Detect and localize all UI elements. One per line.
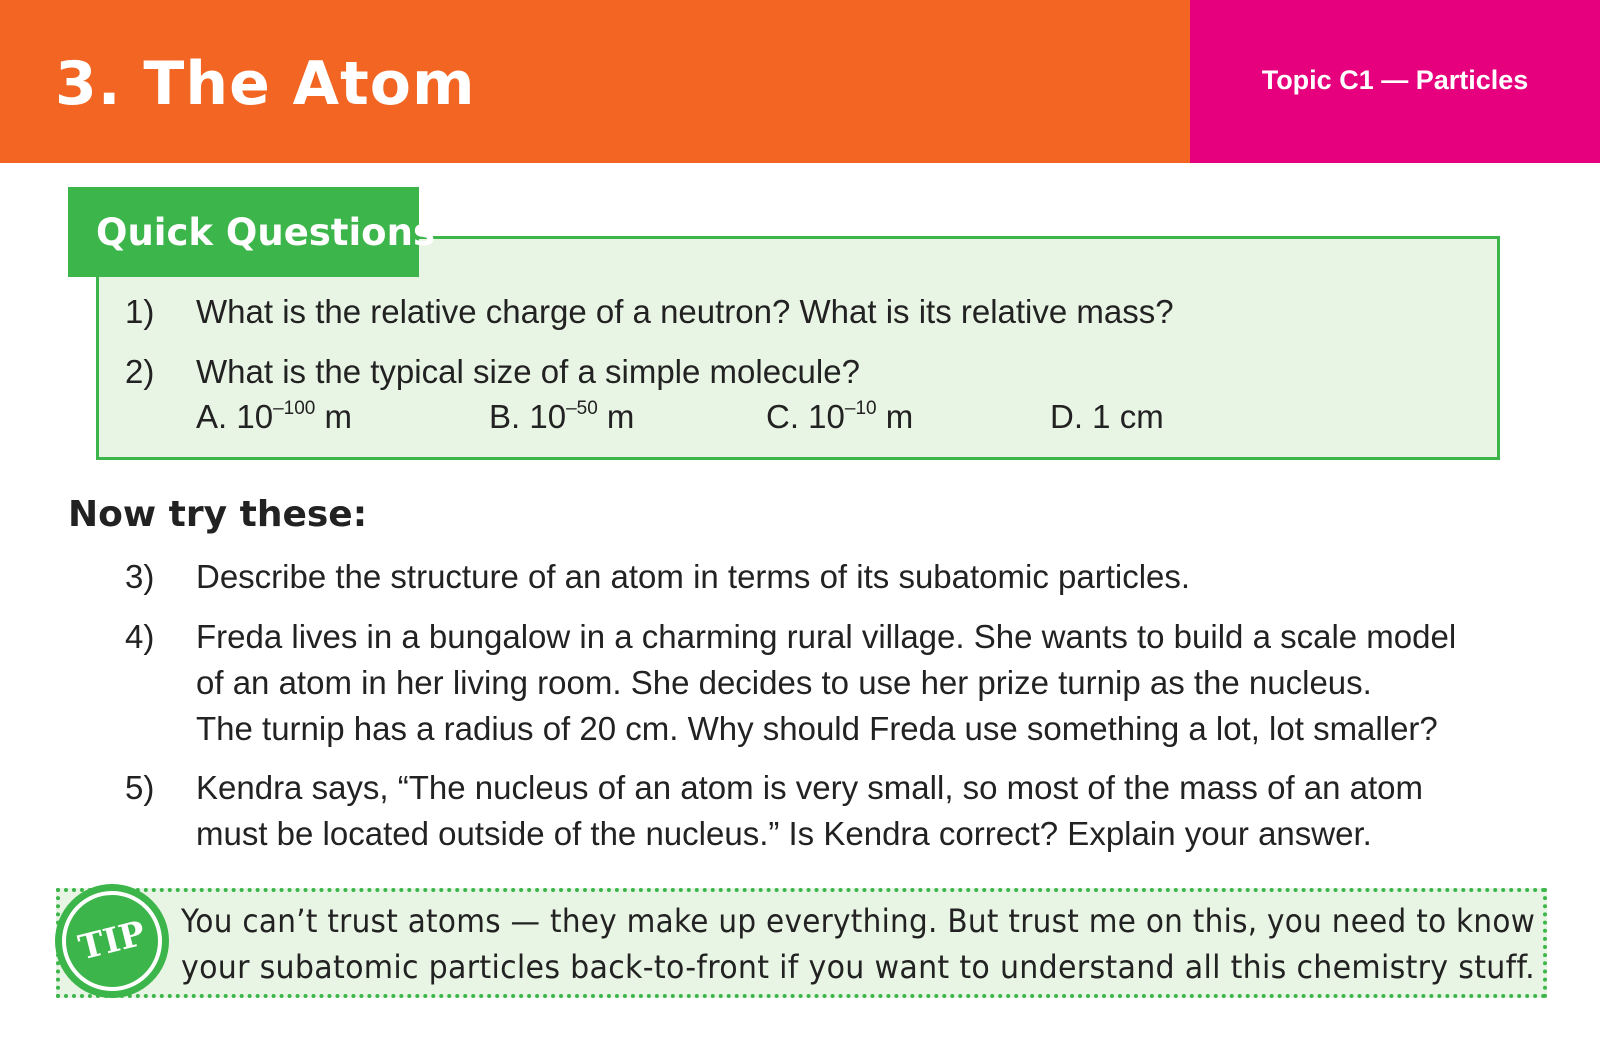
option-exponent: –10 (844, 398, 877, 419)
question-number: 1) (125, 293, 155, 330)
question-number: 3) (125, 558, 155, 595)
question-text: of an atom in her living room. She decides to use her prize turnip as the nucleus. (196, 664, 1372, 701)
question-text: What is the typical size of a simple molecule? (196, 353, 860, 390)
option-prefix: B. 10 (489, 398, 567, 435)
answer-option-c (766, 394, 913, 440)
option-exponent: –100 (273, 398, 316, 419)
tip-badge-label: TIP (74, 913, 150, 969)
topic-label: Topic C1 — Particles (1261, 65, 1529, 95)
option-prefix: A. 10 (196, 398, 274, 435)
question-number: 4) (125, 618, 155, 655)
tip-text: your subatomic particles back-to-front if you want to understand all this chemistry stuff. (181, 948, 1536, 986)
option-prefix: D. 1 cm (1050, 398, 1164, 435)
question-text: Kendra says, “The nucleus of an atom is very small, so most of the mass of an atom (196, 769, 1424, 806)
option-exponent: –50 (566, 398, 598, 419)
quick-questions-heading: Quick Questions (96, 211, 435, 254)
option-unit: m (597, 398, 635, 435)
option-unit: m (315, 398, 353, 435)
answer-option-a (196, 394, 352, 440)
tip-text: You can’t trust atoms — they make up everything. But trust me on this, you need to know (181, 902, 1536, 940)
option-unit: m (876, 398, 914, 435)
question-text: The turnip has a radius of 20 cm. Why should Freda use something a lot, lot smaller? (196, 710, 1438, 747)
question-text: What is the relative charge of a neutron? What is its relative mass? (196, 293, 1174, 330)
question-number: 2) (125, 353, 155, 390)
question-number: 5) (125, 769, 155, 806)
question-text: Describe the structure of an atom in terms of its subatomic particles. (196, 558, 1191, 595)
question-text: Freda lives in a bungalow in a charming rural village. She wants to build a scale model (196, 618, 1457, 655)
option-prefix: C. 10 (766, 398, 845, 435)
answer-option-b (489, 394, 634, 440)
answer-option-d (1050, 394, 1164, 440)
page-title: 3. The Atom (55, 49, 476, 119)
question-text: must be located outside of the nucleus.” Is Kendra correct? Explain your answer. (196, 815, 1372, 852)
now-try-heading: Now try these: (68, 494, 368, 535)
